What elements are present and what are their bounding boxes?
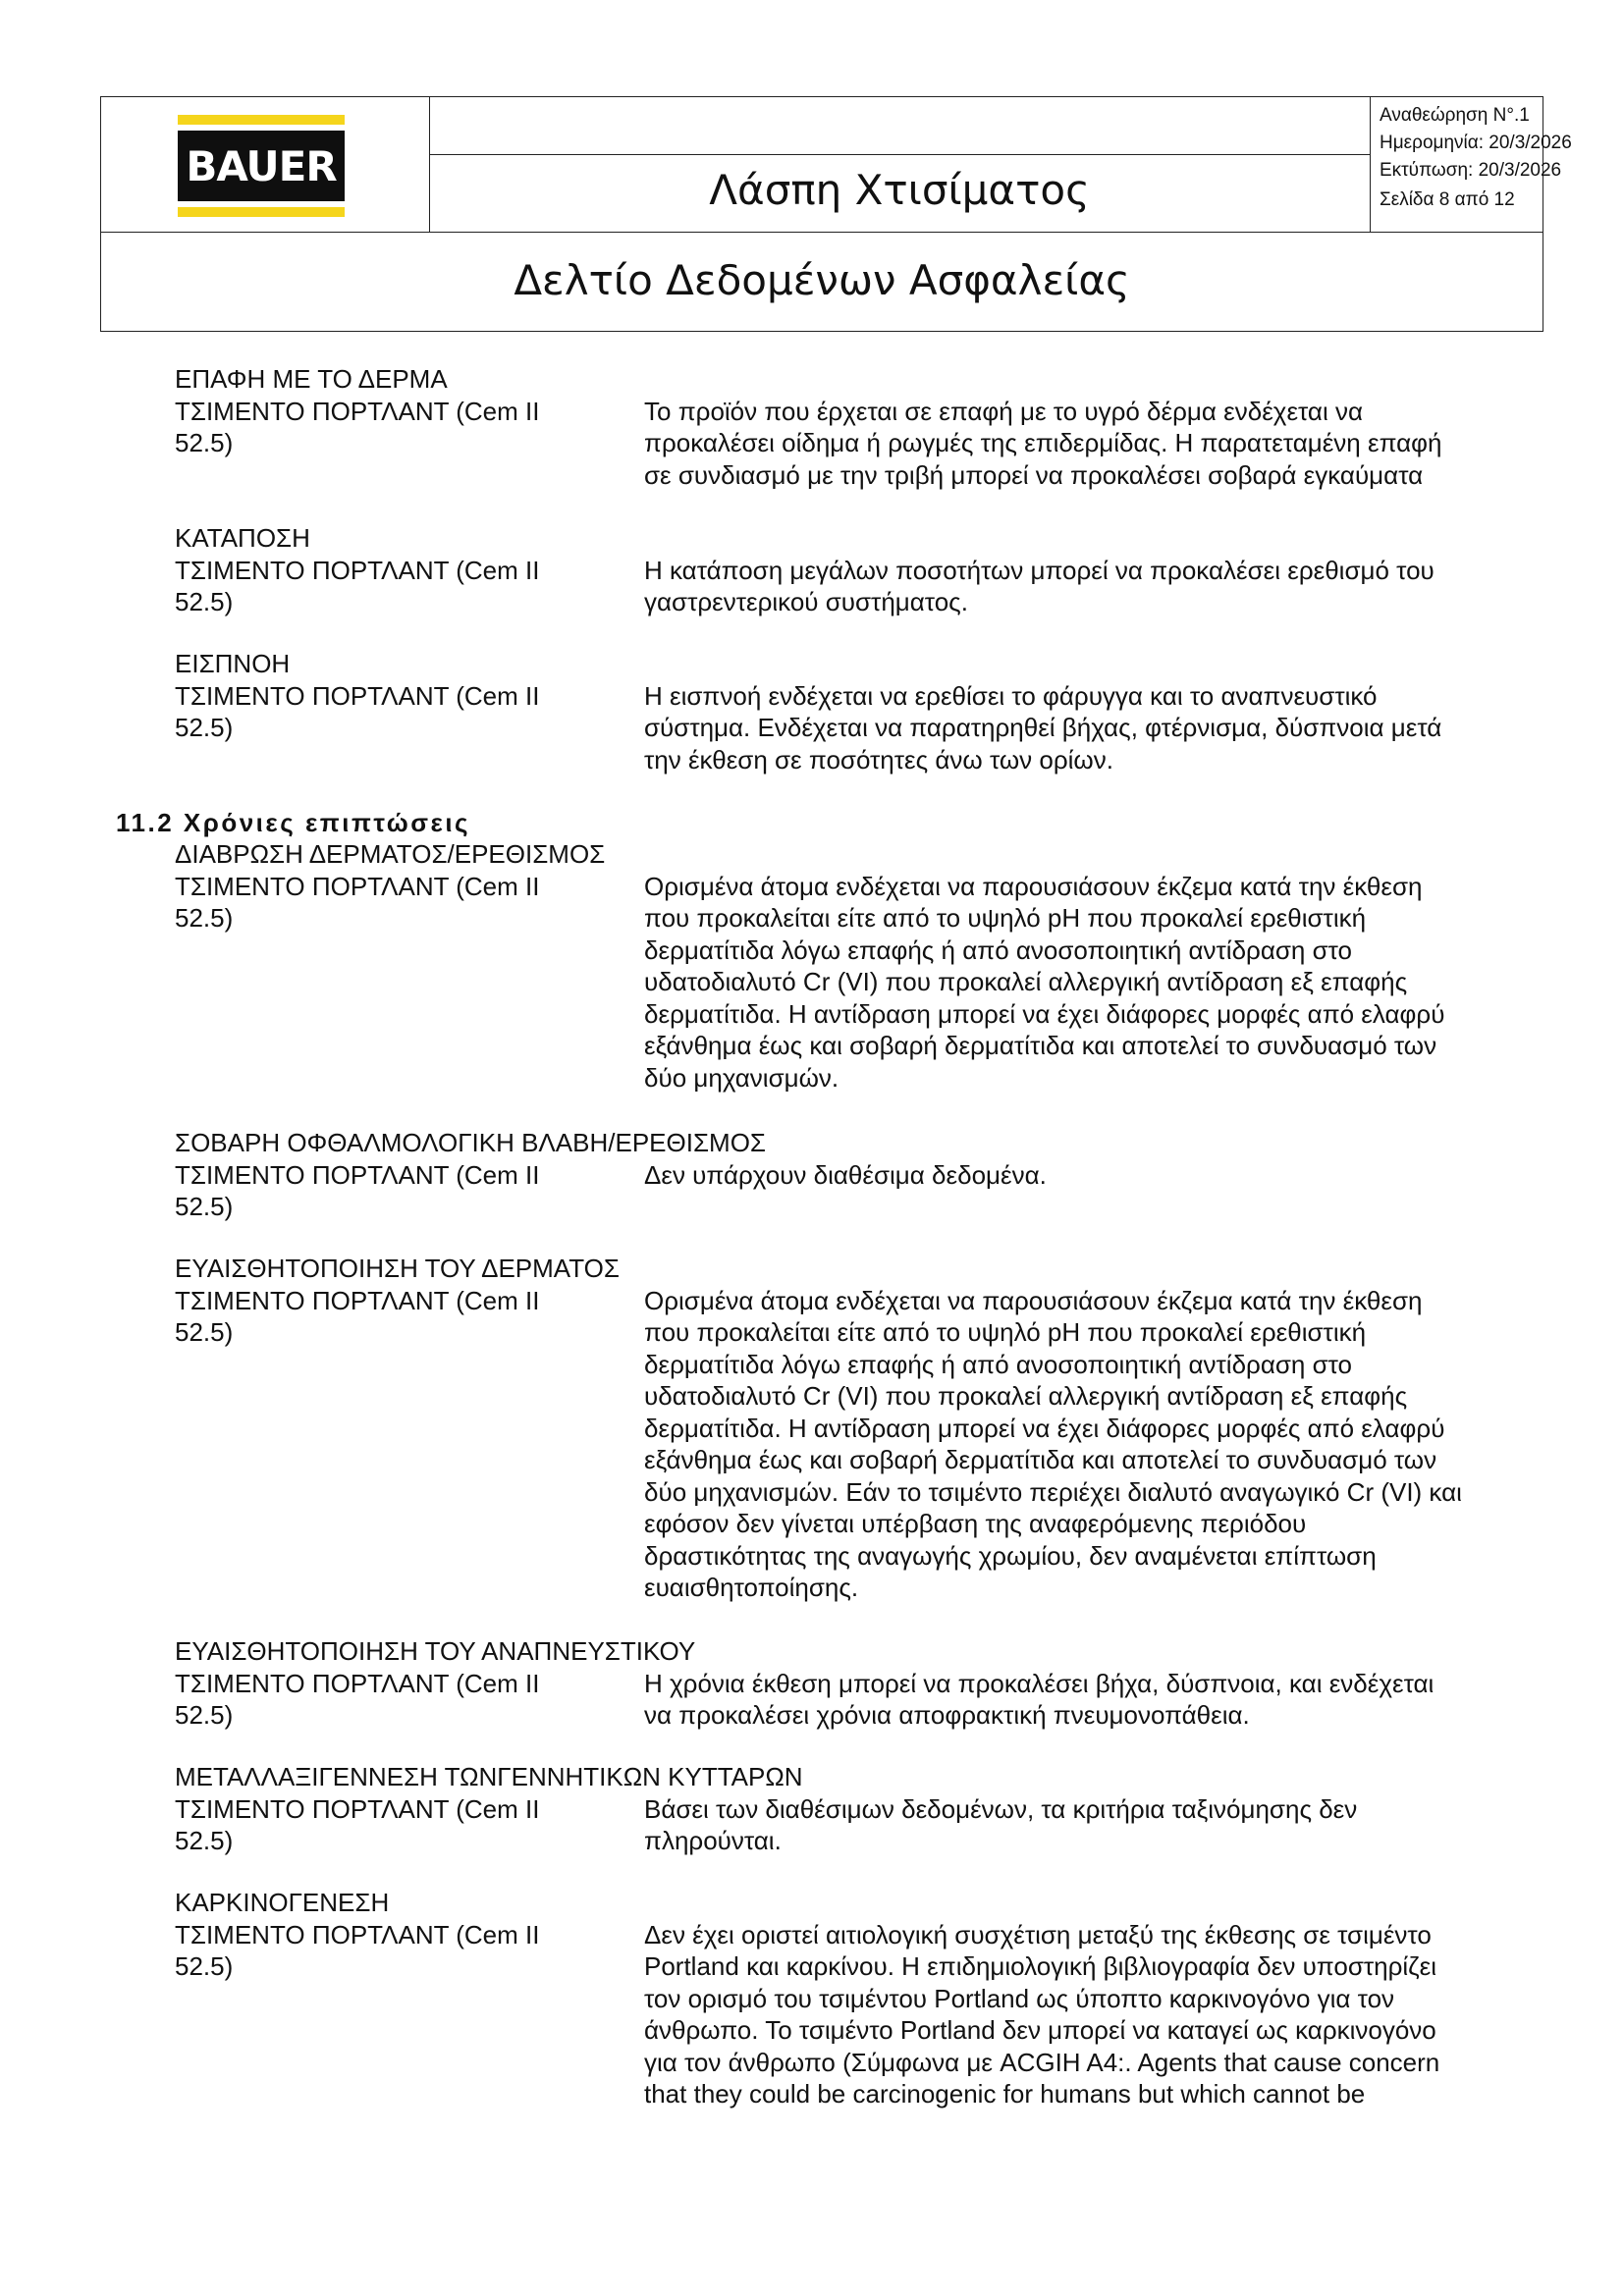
hazard-description: άνθρωπο. Το τσιμέντο Portland δεν μπορεί να καταγεί ως καρκινογόνο	[644, 2015, 1436, 2045]
substance-label: 52.5)	[175, 1826, 234, 1855]
substance-label: ΤΣΙΜΕΝΤΟ ΠΟΡΤΛΑΝΤ (Cem II	[175, 1285, 540, 1315]
hazard-description: δύο μηχανισμών. Εάν το τσιμέντο περιέχει διαλυτό αναγωγικό Cr (VI) και	[644, 1476, 1462, 1507]
print-date: Εκτύπωση: 20/3/2026	[1380, 160, 1562, 181]
product-title-cell	[429, 97, 1371, 232]
document-title: Δελτίο Δεδομένων Ασφαλείας	[514, 256, 1130, 304]
hazard-description: Η κατάποση μεγάλων ποσοτήτων μπορεί να προκαλέσει ερεθισμό του	[644, 555, 1435, 585]
logo-cell	[101, 97, 430, 232]
hazard-description: εξάνθημα έως και σοβαρή δερματίτιδα και αποτελεί το συνδυασμό των	[644, 1031, 1437, 1060]
substance-label: 52.5)	[175, 1700, 234, 1730]
hazard-description: Ορισμένα άτομα ενδέχεται να παρουσιάσουν έκζεμα κατά την έκθεση	[644, 871, 1423, 901]
hazard-description: εξάνθημα έως και σοβαρή δερματίτιδα και αποτελεί το συνδυασμό των	[644, 1445, 1437, 1474]
hazard-description: πληρούνται.	[644, 1826, 782, 1855]
bauer-logo	[178, 115, 345, 217]
hazard-description: για τον άνθρωπο (Σύμφωνα με ACGIH A4:. Agents that cause concern	[644, 2047, 1440, 2077]
product-name: Λάσπη Χτισίματος	[709, 166, 1090, 214]
hazard-heading: ΕΥΑΙΣΘΗΤΟΠΟΙΗΣΗ ΤΟΥ ΔΕΡΜΑΤΟΣ	[175, 1254, 620, 1283]
hazard-description: εφόσον δεν γίνεται υπέρβαση της αναφερόμενης περιόδου	[644, 1509, 1307, 1538]
logo-top-stripe	[178, 115, 345, 125]
substance-label: 52.5)	[175, 428, 234, 457]
substance-label: ΤΣΙΜΕΝΤΟ ΠΟΡΤΛΑΝΤ (Cem II	[175, 555, 540, 585]
hazard-description: υδατοδιαλυτό Cr (VI) που προκαλεί αλλεργική αντίδραση εξ επαφής	[644, 1381, 1408, 1411]
hazard-heading: ΚΑΤΑΠΟΣΗ	[175, 523, 310, 553]
substance-label: ΤΣΙΜΕΝΤΟ ΠΟΡΤΛΑΝΤ (Cem II	[175, 680, 540, 711]
revision-info	[1370, 97, 1572, 232]
logo-block	[178, 131, 345, 201]
substance-label: ΤΣΙΜΕΝΤΟ ΠΟΡΤΛΑΝΤ (Cem II	[175, 396, 540, 426]
hazard-description: Το προϊόν που έρχεται σε επαφή με το υγρό δέρμα ενδέχεται να	[644, 396, 1363, 426]
hazard-description: Η εισπνοή ενδέχεται να ερεθίσει το φάρυγγα και το αναπνευστικό	[644, 680, 1378, 711]
substance-label: ΤΣΙΜΕΝΤΟ ΠΟΡΤΛΑΝΤ (Cem II	[175, 1668, 540, 1698]
hazard-description: που προκαλείται είτε από το υψηλό pH που προκαλεί ερεθιστική	[644, 1317, 1367, 1347]
header-top-row	[101, 97, 1572, 233]
revision-number: Αναθεώρηση N°.1	[1380, 105, 1530, 126]
section-title: 11.2 Χρόνιες επιπτώσεις	[116, 808, 471, 837]
hazard-description: να προκαλέσει χρόνια αποφρακτική πνευμονοπάθεια.	[644, 1700, 1250, 1730]
title-divider	[429, 154, 1370, 155]
hazard-description: δερματίτιδα. Η αντίδραση μπορεί να έχει διάφορες μορφές από ελαφρύ	[644, 998, 1445, 1029]
revision-date: Ημερομηνία: 20/3/2026	[1380, 133, 1572, 153]
substance-label: 52.5)	[175, 1951, 234, 1981]
hazard-description: που προκαλείται είτε από το υψηλό pH που προκαλεί ερεθιστική	[644, 903, 1367, 933]
hazard-description: δερματίτιδα λόγω επαφής ή από ανοσοποιητική αντίδραση στο	[644, 934, 1353, 965]
hazard-description: δερματίτιδα λόγω επαφής ή από ανοσοποιητική αντίδραση στο	[644, 1349, 1353, 1379]
hazard-heading: ΜΕΤΑΛΛΑΞΙΓΕΝΝΕΣΗ ΤΩΝΓΕΝΝΗΤΙΚΩΝ ΚΥΤΤΑΡΩΝ	[175, 1762, 803, 1791]
hazard-heading: ΔΙΑΒΡΩΣΗ ΔΕΡΜΑΤΟΣ/ΕΡΕΘΙΣΜΟΣ	[175, 839, 606, 869]
substance-label: ΤΣΙΜΕΝΤΟ ΠΟΡΤΛΑΝΤ (Cem II	[175, 1159, 540, 1190]
substance-label: 52.5)	[175, 903, 234, 933]
hazard-heading: ΕΙΣΠΝΟΗ	[175, 649, 291, 678]
hazard-description: την έκθεση σε ποσότητες άνω των ορίων.	[644, 744, 1113, 774]
substance-label: 52.5)	[175, 1317, 234, 1347]
substance-label: 52.5)	[175, 713, 234, 742]
hazard-description: σύστημα. Ενδέχεται να παρατηρηθεί βήχας, φτέρνισμα, δύσπνοια μετά	[644, 713, 1442, 742]
hazard-description: Δεν έχει οριστεί αιτιολογική συσχέτιση μεταξύ της έκθεσης σε τσιμέντο	[644, 1919, 1432, 1949]
substance-label: ΤΣΙΜΕΝΤΟ ΠΟΡΤΛΑΝΤ (Cem II	[175, 1793, 540, 1824]
hazard-description: Η χρόνια έκθεση μπορεί να προκαλέσει βήχα, δύσπνοια, και ενδέχεται	[644, 1668, 1435, 1698]
hazard-heading: ΕΠΑΦΗ ΜΕ ΤΟ ΔΕΡΜΑ	[175, 364, 448, 394]
hazard-description: σε συνδιασμό με την τριβή μπορεί να προκαλέσει σοβαρά εγκαύματα	[644, 459, 1424, 490]
hazard-description: ευαισθητοποίησης.	[644, 1573, 859, 1602]
hazard-description: Ορισμένα άτομα ενδέχεται να παρουσιάσουν έκζεμα κατά την έκθεση	[644, 1285, 1423, 1315]
document-header	[100, 96, 1572, 332]
hazard-heading: ΣΟΒΑΡΗ ΟΦΘΑΛΜΟΛΟΓΙΚΗ ΒΛΑΒΗ/ΕΡΕΘΙΣΜΟΣ	[175, 1128, 766, 1157]
hazard-description: τον ορισμό του τσιμέντου Portland ως ύποπτο καρκινογόνο για τον	[644, 1983, 1395, 2013]
substance-label: ΤΣΙΜΕΝΤΟ ΠΟΡΤΛΑΝΤ (Cem II	[175, 871, 540, 901]
hazard-description: Portland και καρκίνου. Η επιδημιολογική βιβλιογραφία δεν υποστηρίζει	[644, 1951, 1437, 1981]
substance-label: ΤΣΙΜΕΝΤΟ ΠΟΡΤΛΑΝΤ (Cem II	[175, 1919, 540, 1949]
hazard-description: γαστρεντερικού συστήματος.	[644, 587, 968, 616]
logo-text: BAUER	[186, 141, 337, 190]
hazard-description: that they could be carcinogenic for humans but which cannot be	[644, 2079, 1366, 2109]
hazard-description: δύο μηχανισμών.	[644, 1062, 839, 1093]
page-number: Σελίδα 8 από 12	[1380, 189, 1515, 210]
logo-bottom-stripe	[178, 207, 345, 217]
hazard-description: προκαλέσει οίδημα ή ρωγμές της επιδερμίδας. Η παρατεταμένη επαφή	[644, 428, 1442, 457]
substance-label: 52.5)	[175, 1192, 234, 1221]
hazard-description: Βάσει των διαθέσιμων δεδομένων, τα κριτήρια ταξινόμησης δεν	[644, 1793, 1358, 1824]
hazard-description: δερματίτιδα. Η αντίδραση μπορεί να έχει διάφορες μορφές από ελαφρύ	[644, 1413, 1445, 1443]
hazard-description: Δεν υπάρχουν διαθέσιμα δεδομένα.	[644, 1159, 1047, 1190]
hazard-heading: ΚΑΡΚΙΝΟΓΕΝΕΣΗ	[175, 1888, 390, 1917]
hazard-description: δραστικότητας της αναγωγής χρωμίου, δεν αναμένεται επίπτωση	[644, 1540, 1377, 1571]
substance-label: 52.5)	[175, 587, 234, 616]
hazard-description: υδατοδιαλυτό Cr (VI) που προκαλεί αλλεργική αντίδραση εξ επαφής	[644, 967, 1408, 996]
hazard-heading: ΕΥΑΙΣΘΗΤΟΠΟΙΗΣΗ ΤΟΥ ΑΝΑΠΝΕΥΣΤΙΚΟΥ	[175, 1636, 696, 1666]
